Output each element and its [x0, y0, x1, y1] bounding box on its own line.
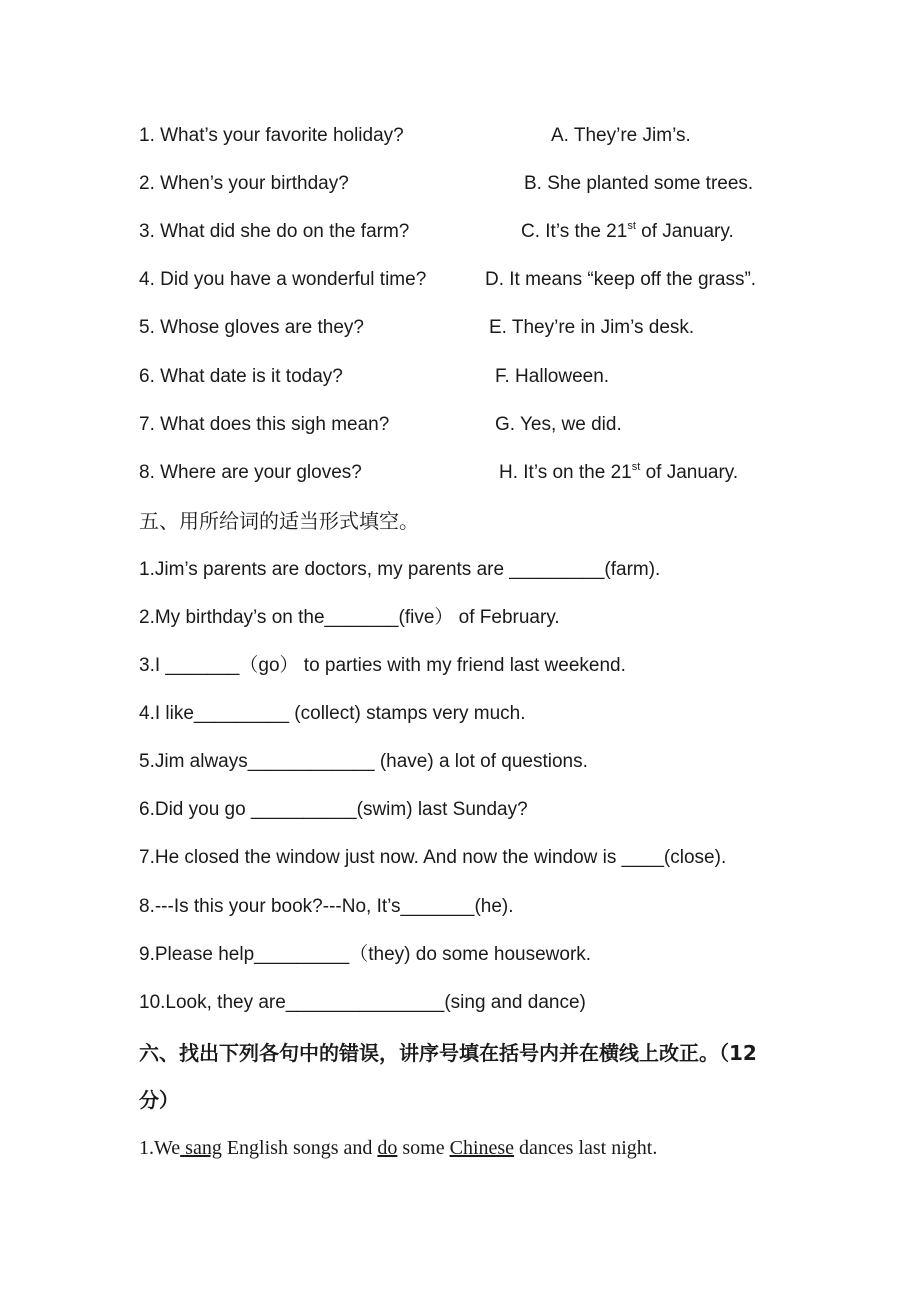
matching-answer-a: A. They’re Jim’s. — [551, 125, 691, 146]
section5-item-2: 2.My birthday’s on the_______(five） of February. — [139, 607, 560, 628]
section6-title-line1: 六、找出下列各句中的错误，讲序号填在括号内并在横线上改正。（12 — [139, 1041, 757, 1065]
section6-title-line2: 分） — [139, 1088, 179, 1112]
answer-c-text-end: of January. — [635, 221, 734, 242]
matching-question-3: 3. What did she do on the farm? — [139, 221, 410, 242]
section5-item-4: 4.I like_________ (collect) stamps very much. — [139, 703, 526, 724]
sentence1-part1: 1.We — [139, 1137, 181, 1159]
matching-question-8: 8. Where are your gloves? — [139, 462, 362, 483]
section5-item-6: 6.Did you go __________(swim) last Sunday? — [139, 799, 528, 820]
matching-question-6: 6. What date is it today? — [139, 366, 343, 387]
matching-answer-c — [521, 220, 734, 244]
matching-answer-f: F. Halloween. — [495, 366, 610, 387]
matching-question-5: 5. Whose gloves are they? — [139, 317, 364, 338]
matching-question-4: 4. Did you have a wonderful time? — [139, 269, 427, 290]
section5-item-1: 1.Jim’s parents are doctors, my parents are _________(farm). — [139, 559, 661, 580]
section5-item-3: 3.I _______（go） to parties with my friend last weekend. — [139, 655, 626, 676]
matching-answer-e: E. They’re in Jim’s desk. — [489, 317, 695, 338]
matching-answer-b: B. She planted some trees. — [524, 173, 754, 194]
sentence1-part4: dances last night. — [514, 1137, 658, 1159]
answer-c-superscript: st — [627, 220, 636, 232]
section5-item-7: 7.He closed the window just now. And now the window is ____(close). — [139, 847, 727, 868]
sentence1-underline-chinese: Chinese — [449, 1137, 515, 1159]
sentence1-underline-do: do — [377, 1137, 398, 1159]
answer-h-text: H. It’s on the 21 — [499, 462, 632, 483]
matching-question-1: 1. What’s your favorite holiday? — [139, 125, 404, 146]
section5-item-5: 5.Jim always____________ (have) a lot of questions. — [139, 751, 588, 772]
answer-h-text-end: of January. — [640, 462, 739, 483]
section6-sentence-1 — [139, 1136, 657, 1160]
section5-item-9: 9.Please help_________（they) do some housework. — [139, 944, 592, 965]
matching-question-7: 7. What does this sigh mean? — [139, 414, 390, 435]
sentence1-underline-sang: sang — [180, 1137, 222, 1159]
section5-item-10: 10.Look, they are_______________(sing and dance) — [139, 992, 586, 1013]
matching-question-2: 2. When’s your birthday? — [139, 173, 349, 194]
matching-answer-h — [499, 461, 738, 485]
matching-answer-g: G. Yes, we did. — [495, 414, 622, 435]
sentence1-part3: some — [397, 1137, 450, 1159]
sentence1-part2: English songs and — [221, 1137, 378, 1159]
section5-title: 五、用所给词的适当形式填空。 — [139, 509, 419, 533]
section5-item-8: 8.---Is this your book?---No, It’s_______(he). — [139, 896, 514, 917]
answer-c-text: C. It’s the 21 — [521, 221, 628, 242]
answer-h-superscript: st — [631, 461, 641, 473]
matching-answer-d: D. It means “keep off the grass”. — [485, 269, 757, 290]
